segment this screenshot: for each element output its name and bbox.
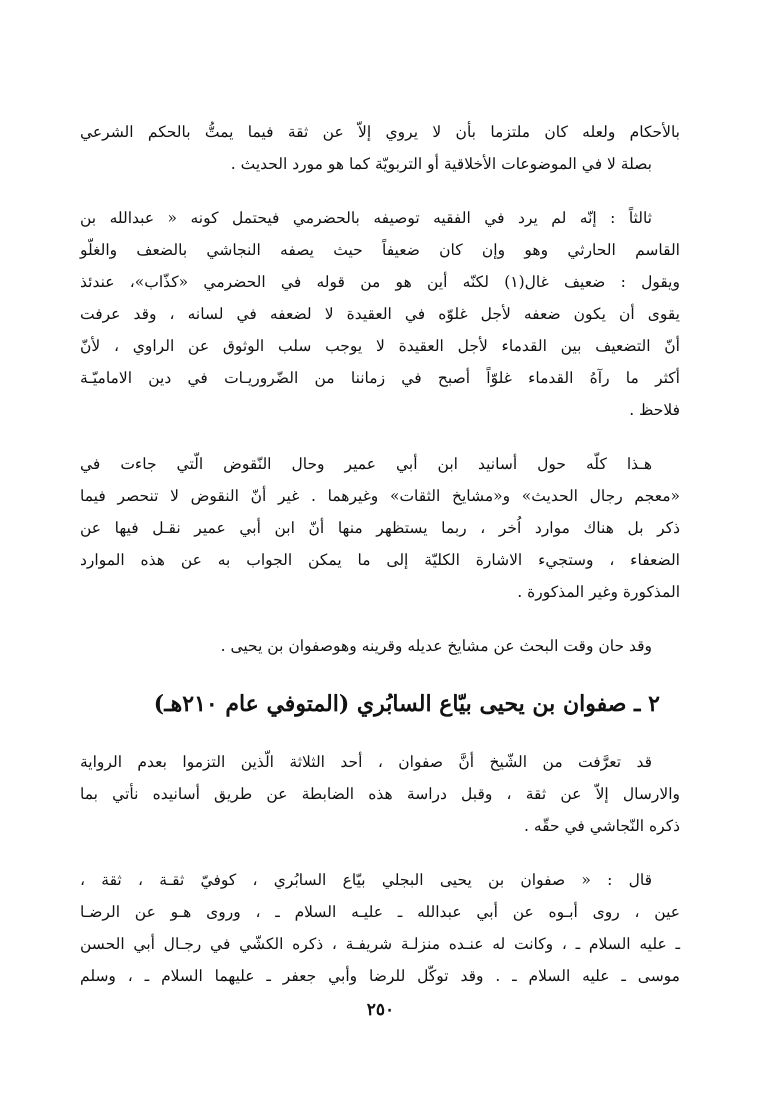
- text-line: ثالثاً : إنّه لم يرد في الفقيه توصيفه بالحضرمي فيحتمل كونه « عبدالله بن: [80, 209, 652, 227]
- text-line: ذكر بل هناك موارد اُخر ، ربما يستظهر منها أنّ ابن أبي عمير نقـل فيها عن: [80, 519, 680, 537]
- text-line: والارسال إلاّ عن ثقة ، وقبل دراسة هذه الضابطة عن طريق أسانيده نأتي بما: [80, 785, 680, 803]
- paragraph-6: [80, 864, 680, 992]
- text-line: يقوى أن يكون ضعفه لأجل غلوّه في العقيدة لا لضعفه في لسانه ، وقد عرفت: [80, 305, 680, 323]
- page-number: ٢٥٠: [366, 1000, 395, 1020]
- text-line: بصلة لا في الموضوعات الأخلاقية أو التربويّة كما هو مورد الحديث .: [230, 155, 652, 173]
- paragraph-4: [80, 630, 680, 662]
- text-line: موسى ـ عليه السلام ـ . وقد توكّل للرضا وأبي جعفر ـ عليهما السلام ـ ، وسلم: [80, 967, 680, 985]
- section-heading: ٢ ـ صفوان بن يحيى بيّاع السابُري (المتوفي عام ٢١٠هـ): [153, 691, 660, 717]
- paragraph-5: [80, 746, 680, 842]
- page-body: [80, 116, 680, 992]
- text-line: ذكره النّجاشي في حقّه .: [524, 817, 680, 835]
- text-line: أنّ التضعيف بين القدماء لأجل العقيدة لا يوجب سلب الوثوق عن الراوي ، لأنّ: [80, 337, 680, 355]
- text-line: أكثر ما رآهُ القدماء غلوّاً أصبح في زماننا من الضّروريـات في دين الاماميّـة: [80, 369, 680, 387]
- text-line: ـ عليه السلام ـ ، وكانت له عنـده منزلـة شريفـة ، ذكره الكشّي في رجـال أبي الحسن: [80, 935, 680, 953]
- paragraph-2: [80, 202, 680, 426]
- text-line: الضعفاء ، وستجيء الاشارة الكليّة إلى ما يمكن الجواب به عن هذه الموارد: [80, 551, 680, 569]
- text-line: هـذا كلّه حول أسانيد ابن أبي عمير وحال النّقوض الّتي جاءت في: [80, 455, 652, 473]
- text-line: قد تعرَّفت من الشّيخ أنَّ صفوان ، أحد الثلاثة الّذين التزموا بعدم الرواية: [80, 753, 652, 771]
- paragraph-3: [80, 448, 680, 608]
- text-line: عين ، روى أبـوه عن أبي عبدالله ـ عليـه السلام ـ ، وروى هـو عن الرضـا: [80, 903, 680, 921]
- text-line: «معجم رجال الحديث» و«مشايخ الثقات» وغيرهما . غير أنّ النقوض لا تنحصر فيما: [80, 487, 680, 505]
- text-line: قال : « صفوان بن يحيى البجلي بيّاع السابُري ، كوفيّ ثقـة ، ثقة ،: [80, 871, 652, 889]
- paragraph-1: [80, 116, 680, 180]
- text-line: فلاحظ .: [629, 401, 680, 419]
- text-line: القاسم الحارثي وهو وإن كان ضعيفاً حيث يصفه النجاشي بالضعف والغلّو: [80, 241, 680, 259]
- text-line: بالأحكام ولعله كان ملتزما بأن لا يروي إلاّ عن ثقة فيما يمتُّ بالحكم الشرعي: [80, 123, 680, 141]
- text-line: المذكورة وغير المذكورة .: [517, 583, 680, 601]
- text-line: ويقول : ضعيف غال(١) لكنّه أين هو من قوله في الحضرمي «كذّاب»، عندئذ: [80, 273, 680, 291]
- text-line: وقد حان وقت البحث عن مشايخ عديله وقرينه وهوصفوان بن يحيى .: [220, 637, 652, 655]
